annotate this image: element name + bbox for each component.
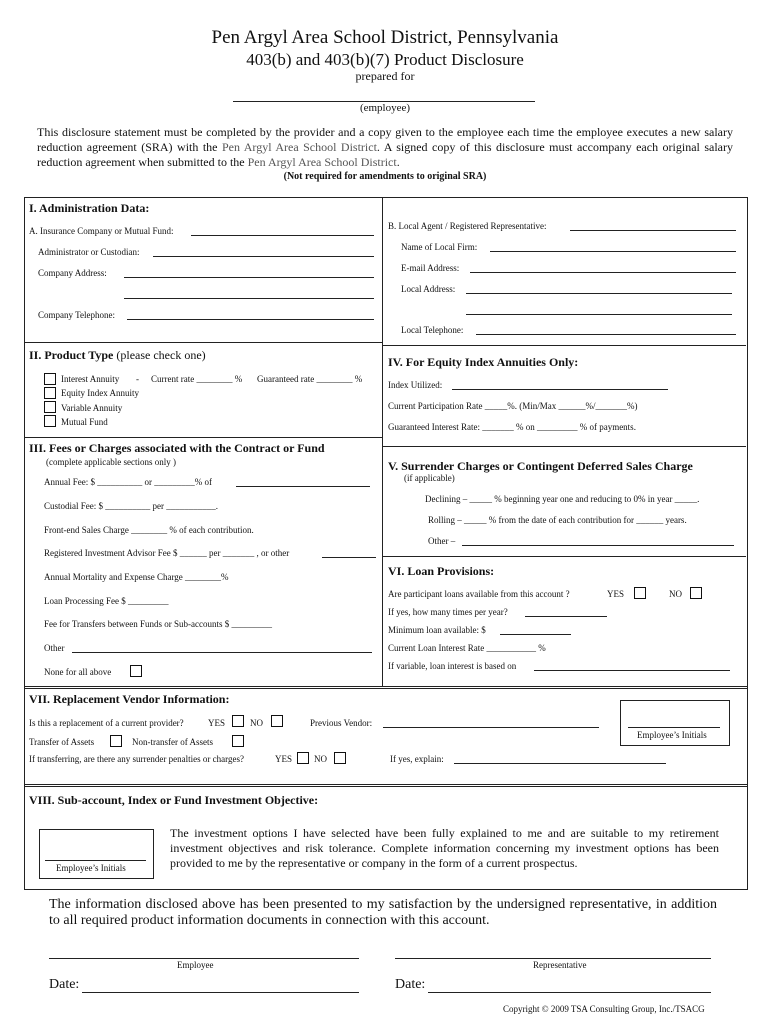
mortality-charge-label: Annual Mortality and Expense Charge ________%	[44, 572, 229, 582]
local-address-label: Local Address:	[401, 284, 456, 294]
representative-date-field[interactable]	[428, 992, 711, 993]
company-address-field-2[interactable]	[124, 298, 374, 299]
replacement-no-label: NO	[250, 718, 263, 728]
investment-statement: The investment options I have selected have been fully explained to me and are suitable to my retirement investment objectives and risk tolerance. Complete information concerning my investment options has been provided to me by the representative or company in the form of a current prospectus.	[170, 826, 719, 870]
annual-fee-field[interactable]	[236, 486, 370, 487]
intro-text-2: . A signed copy of this disclosure must accompany each original salary reduction agreement when submitted to the	[37, 140, 733, 169]
right-divider-2	[382, 446, 746, 447]
non-transfer-label: Non-transfer of Assets	[132, 737, 213, 747]
loan-variable-label: If variable, loan interest is based on	[388, 661, 517, 671]
section-iv-heading: IV. For Equity Index Annuities Only:	[388, 355, 579, 369]
replacement-yes-checkbox[interactable]	[232, 715, 244, 727]
employee-signature-label: Employee	[177, 960, 214, 970]
previous-vendor-label: Previous Vendor:	[310, 718, 373, 728]
prepared-for-label: prepared for	[355, 69, 415, 83]
section-ii-note: (please check one)	[116, 348, 206, 362]
transfer-assets-label: Transfer of Assets	[29, 737, 95, 747]
loans-per-year-label: If yes, how many times per year?	[388, 607, 508, 617]
vii-initials-label: Employee’s Initials	[637, 730, 707, 740]
intro-district-2: Pen Argyl Area School District	[247, 155, 397, 169]
other-fee-field[interactable]	[72, 652, 372, 653]
viii-initials-line	[45, 860, 146, 861]
interest-annuity-label: Interest Annuity	[61, 374, 120, 384]
non-transfer-checkbox[interactable]	[232, 735, 244, 747]
surrender-other-label: Other –	[428, 536, 456, 546]
guaranteed-rate-label: Guaranteed rate ________ %	[257, 374, 363, 384]
index-utilized-label: Index Utilized:	[388, 380, 443, 390]
loans-per-year-field[interactable]	[525, 616, 607, 617]
loan-processing-label: Loan Processing Fee $ _________	[44, 596, 169, 606]
surrender-penalty-question: If transferring, are there any surrender penalties or charges?	[29, 754, 244, 764]
local-agent-field[interactable]	[570, 230, 736, 231]
equity-index-label: Equity Index Annuity	[61, 388, 139, 398]
local-address-field-1[interactable]	[466, 293, 732, 294]
insurance-label: A. Insurance Company or Mutual Fund:	[29, 226, 174, 236]
right-divider-1	[382, 345, 746, 346]
annual-fee-label: Annual Fee: $ __________ or _________% of	[44, 477, 212, 487]
email-field[interactable]	[470, 272, 736, 273]
explain-field[interactable]	[454, 763, 666, 764]
previous-vendor-field[interactable]	[383, 727, 599, 728]
explain-label: If yes, explain:	[390, 754, 444, 764]
left-divider-1	[24, 342, 383, 343]
email-label: E-mail Address:	[401, 263, 460, 273]
penalty-yes-checkbox[interactable]	[297, 752, 309, 764]
local-telephone-field[interactable]	[476, 334, 736, 335]
replacement-yes-label: YES	[208, 718, 226, 728]
local-agent-label: B. Local Agent / Registered Representative:	[388, 221, 547, 231]
district-title: Pen Argyl Area School District, Pennsylvania	[211, 27, 559, 48]
local-firm-label: Name of Local Firm:	[401, 242, 478, 252]
guaranteed-interest-label: Guaranteed Interest Rate: _______ % on _________ % of payments.	[388, 422, 636, 432]
right-divider-3	[382, 556, 746, 557]
mutual-fund-checkbox[interactable]	[44, 415, 56, 427]
mutual-fund-label: Mutual Fund	[61, 417, 108, 427]
company-address-field-1[interactable]	[124, 277, 374, 278]
intro-district-1: Pen Argyl Area School District	[221, 140, 377, 154]
section-viii-heading: VIII. Sub-account, Index or Fund Investment Objective:	[29, 793, 319, 807]
representative-signature-line[interactable]	[395, 958, 711, 959]
loan-yes-label: YES	[607, 589, 625, 599]
section-v-subtitle: (if applicable)	[404, 473, 455, 483]
participation-rate-label: Current Participation Rate _____%. (Min/Max ______%/_______%)	[388, 401, 638, 411]
company-telephone-field[interactable]	[127, 319, 374, 320]
section-i-heading: I. Administration Data:	[29, 201, 150, 215]
other-fee-label: Other	[44, 643, 65, 653]
custodial-fee-label: Custodial Fee: $ __________ per ___________.	[44, 501, 218, 511]
none-for-all-checkbox[interactable]	[130, 665, 142, 677]
employee-date-label: Date:	[49, 977, 80, 992]
replacement-question: Is this a replacement of a current provider?	[29, 718, 184, 728]
minimum-loan-field[interactable]	[500, 634, 571, 635]
intro-text-1: This disclosure statement must be completed by the provider and a copy given to the employee each time the employee executes a new salary reduction agreement (SRA) with the	[37, 125, 733, 154]
frontend-charge-label: Front-end Sales Charge ________ % of each contribution.	[44, 525, 254, 535]
ria-other-field[interactable]	[322, 557, 376, 558]
loan-variable-field[interactable]	[534, 670, 730, 671]
variable-annuity-checkbox[interactable]	[44, 401, 56, 413]
section-v-heading: V. Surrender Charges or Contingent Deferred Sales Charge	[388, 459, 693, 473]
form-title: 403(b) and 403(b)(7) Product Disclosure	[246, 50, 524, 69]
column-divider	[382, 197, 383, 687]
copyright: Copyright © 2009 TSA Consulting Group, Inc./TSACG	[503, 1004, 705, 1014]
amendment-note: (Not required for amendments to original SRA)	[283, 171, 487, 182]
vii-initials-line	[628, 727, 720, 728]
section-vii-heading: VII. Replacement Vendor Information:	[29, 692, 230, 706]
index-utilized-field[interactable]	[452, 389, 668, 390]
insurance-field[interactable]	[191, 235, 374, 236]
section-ii-heading	[29, 348, 206, 363]
local-address-field-2[interactable]	[466, 314, 732, 315]
rolling-label: Rolling – _____ % from the date of each contribution for ______ years.	[428, 515, 687, 525]
representative-signature-label: Representative	[533, 960, 587, 970]
loan-no-label: NO	[669, 589, 682, 599]
variable-annuity-label: Variable Annuity	[61, 403, 123, 413]
current-rate-label: Current rate ________ %	[151, 374, 243, 384]
administrator-label: Administrator or Custodian:	[38, 247, 140, 257]
administrator-field[interactable]	[153, 256, 374, 257]
interest-dash: -	[136, 374, 139, 384]
penalty-yes-label: YES	[275, 754, 293, 764]
minimum-loan-label: Minimum loan available: $	[388, 625, 486, 635]
transfer-assets-checkbox[interactable]	[110, 735, 122, 747]
section-iii-heading: III. Fees or Charges associated with the Contract or Fund	[29, 441, 325, 455]
interest-annuity-checkbox[interactable]	[44, 373, 56, 385]
equity-index-checkbox[interactable]	[44, 387, 56, 399]
left-divider-2	[24, 437, 383, 438]
ria-fee-label: Registered Investment Advisor Fee $ ______ per _______ , or other	[44, 548, 290, 558]
section-iii-subtitle: (complete applicable sections only )	[46, 457, 176, 467]
participant-loans-label: Are participant loans available from this account ?	[388, 589, 570, 599]
company-telephone-label: Company Telephone:	[38, 310, 115, 320]
representative-date-label: Date:	[395, 977, 426, 992]
penalty-no-checkbox[interactable]	[334, 752, 346, 764]
section-ii-title: II. Product Type	[29, 348, 114, 362]
declining-label: Declining – _____ % beginning year one and reducing to 0% in year _____.	[425, 494, 700, 504]
viii-initials-label: Employee’s Initials	[56, 863, 126, 873]
employee-caption: (employee)	[359, 102, 411, 114]
company-address-label: Company Address:	[38, 268, 107, 278]
local-firm-field[interactable]	[490, 251, 736, 252]
employee-date-field[interactable]	[82, 992, 359, 993]
loan-rate-label: Current Loan Interest Rate ___________ %	[388, 643, 546, 653]
loan-yes-checkbox[interactable]	[634, 587, 646, 599]
local-telephone-label: Local Telephone:	[401, 325, 464, 335]
intro-paragraph	[37, 125, 733, 170]
closing-statement: The information disclosed above has been presented to my satisfaction by the undersigned representative, in addition to all required product information documents in connection with this account.	[49, 897, 717, 928]
penalty-no-label: NO	[314, 754, 327, 764]
surrender-other-field[interactable]	[462, 545, 734, 546]
none-for-all-label: None for all above	[44, 667, 112, 677]
replacement-no-checkbox[interactable]	[271, 715, 283, 727]
transfer-fee-label: Fee for Transfers between Funds or Sub-accounts $ _________	[44, 619, 272, 629]
section-vi-heading: VI. Loan Provisions:	[388, 564, 495, 578]
loan-no-checkbox[interactable]	[690, 587, 702, 599]
employee-signature-line[interactable]	[49, 958, 359, 959]
intro-text-3: .	[396, 155, 400, 169]
